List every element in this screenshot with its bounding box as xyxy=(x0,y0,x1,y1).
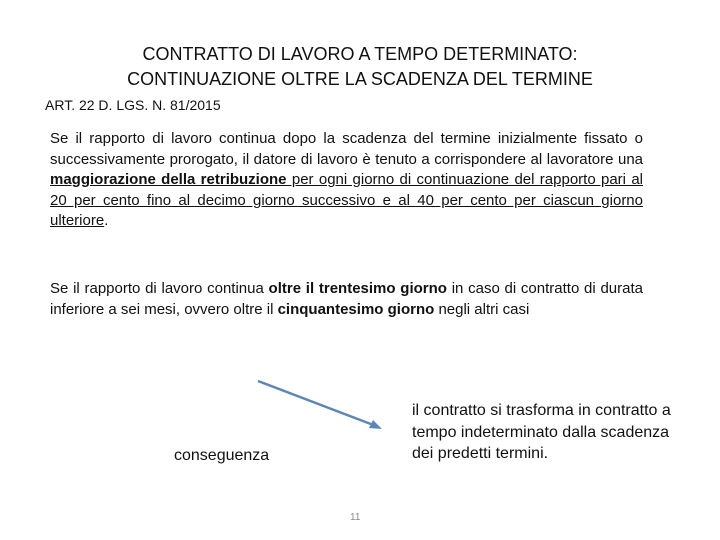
p2-part2: in caso di contratto di durata inferiore a sei mesi, ovvero oltre il xyxy=(50,280,643,318)
page-number: 11 xyxy=(350,512,361,523)
law-reference: ART. 22 D. LGS. N. 81/2015 xyxy=(45,97,221,113)
title-line-1: CONTRATTO DI LAVORO A TEMPO DETERMINATO: xyxy=(142,44,578,64)
p2-bold1: oltre il trentesimo giorno xyxy=(268,280,447,297)
consequence-label: conseguenza xyxy=(174,447,270,464)
consequence-result: il contratto si trasforma in contratto a tempo indeterminato dalla scadenza dei predetti termini. xyxy=(412,402,671,462)
slide-title xyxy=(60,42,660,92)
consequence-arrow xyxy=(250,375,390,435)
p1-end: . xyxy=(104,212,109,229)
p2-part1: Se il rapporto di lavoro continua xyxy=(50,280,269,297)
arrow-head xyxy=(369,420,382,429)
p1-intro: Se il rapporto di lavoro continua dopo la scadenza del termine inizialmente fissato o successivamente prorogato, il datore di lavoro è tenuto a corrispondere al lavoratore una xyxy=(50,130,643,168)
p2-bold2: cinquantesimo giorno xyxy=(277,300,435,318)
paragraph-threshold xyxy=(50,279,643,320)
paragraph-increase xyxy=(50,129,643,232)
p1-bold-underlined: maggiorazione della retribuzione xyxy=(50,171,287,188)
arrow-line xyxy=(258,381,376,426)
title-line-2: CONTINUAZIONE OLTRE LA SCADENZA DEL TERMINE xyxy=(127,69,593,89)
p2-part3: negli altri casi xyxy=(434,300,530,318)
p1-underlined: per ogni giorno di continuazione del rapporto pari al 20 per cento fino al decimo giorno successivo e al 40 per cento per ciascun giorno ulteriore xyxy=(50,171,643,229)
